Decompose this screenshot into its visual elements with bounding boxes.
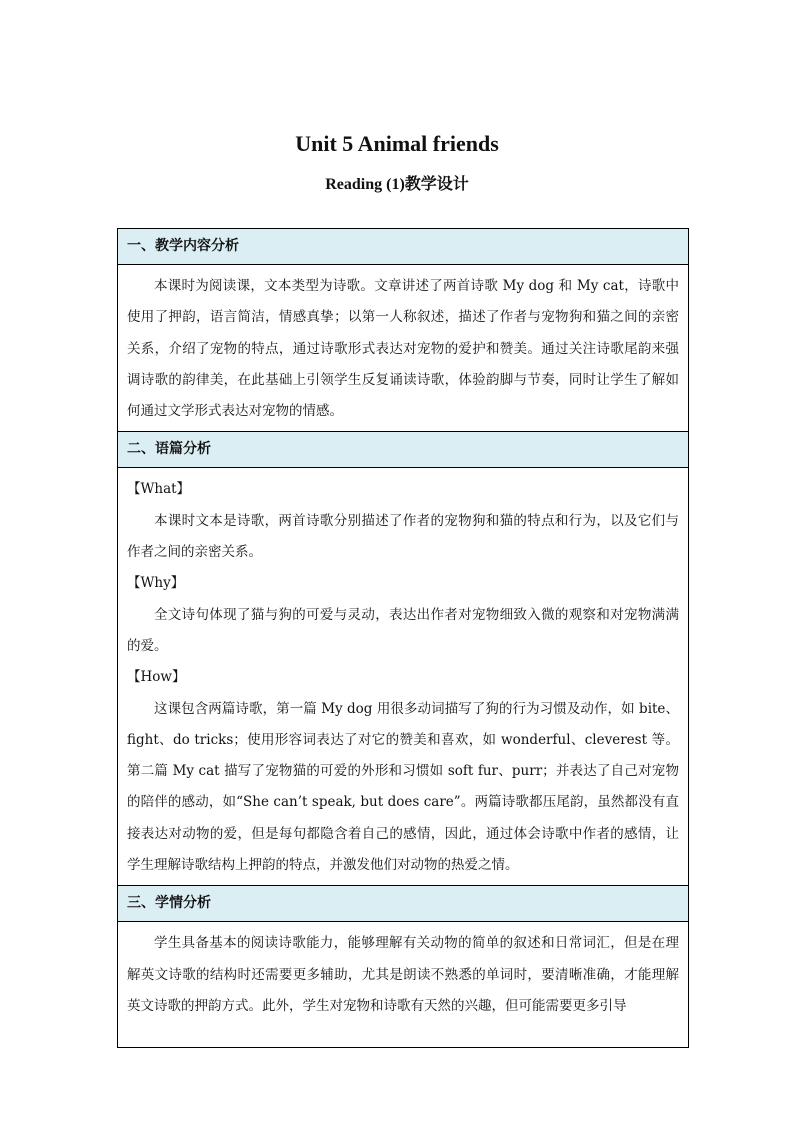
why-tag: 【Why】 — [127, 575, 185, 592]
document-subtitle: Reading (1)教学设计 — [325, 176, 469, 193]
section-body-content-analysis — [118, 265, 688, 432]
what-paragraph: 本课时文本是诗歌，两首诗歌分别描述了作者的宠物狗和猫的特点和行为，以及它们与作者之间的亲密关系。 — [127, 512, 679, 561]
section-heading-content-analysis: 一、教学内容分析 — [118, 229, 688, 265]
section-heading-learner-analysis: 三、学情分析 — [118, 886, 688, 922]
lesson-design-table — [117, 228, 689, 1048]
how-paragraph: 这课包含两篇诗歌，第一篇 My dog 用很多动词描写了狗的行为习惯及动作，如 bite、fight、do tricks；使用形容词表达了对它的赞美和喜欢，如 wonderful、cleverest 等。第二篇 My cat 描写了宠物猫的可爱的外形和习惯如 soft fur、purr；并表达了自己对宠物的陪伴的感动，如“She can’t speak, but does care”。两篇诗歌都压尾韵，虽然都没有直接表达对动物的爱，但是每句都隐含着自己的感情，因此，通过体会诗歌中作者的感情，让学生理解诗歌结构上押韵的特点，并激发他们对动物的热爱之情。 — [127, 700, 679, 874]
section-heading-discourse-analysis: 二、语篇分析 — [118, 432, 688, 468]
what-tag: 【What】 — [127, 481, 191, 498]
why-paragraph: 全文诗句体现了猫与狗的可爱与灵动，表达出作者对宠物细致入微的观察和对宠物满满的爱。 — [127, 606, 679, 654]
section-body-discourse-analysis — [118, 468, 688, 886]
paragraph: 学生具备基本的阅读诗歌能力，能够理解有关动物的简单的叙述和日常词汇，但是在理解英文诗歌的结构时还需要更多辅助，尤其是朗读不熟悉的单词时，要清晰准确，才能理解英文诗歌的押韵方式。此外，学生对宠物和诗歌有天然的兴趣，但可能需要更多引导 — [127, 935, 679, 1014]
section-body-learner-analysis — [118, 922, 688, 1047]
how-tag: 【How】 — [127, 669, 186, 686]
document-title: Unit 5 Animal friends — [295, 131, 499, 156]
paragraph: 本课时为阅读课，文本类型为诗歌。文章讲述了两首诗歌 My dog 和 My cat，诗歌中使用了押韵，语言简洁，情感真挚；以第一人称叙述，描述了作者与宠物狗和猫之间的亲密关系，介绍了宠物的特点，通过诗歌形式表达对宠物的爱护和赞美。通过关注诗歌尾韵来强调诗歌的韵律美，在此基础上引领学生反复诵读诗歌，体验韵脚与节奏，同时让学生了解如何通过文学形式表达对宠物的情感。 — [127, 278, 679, 420]
